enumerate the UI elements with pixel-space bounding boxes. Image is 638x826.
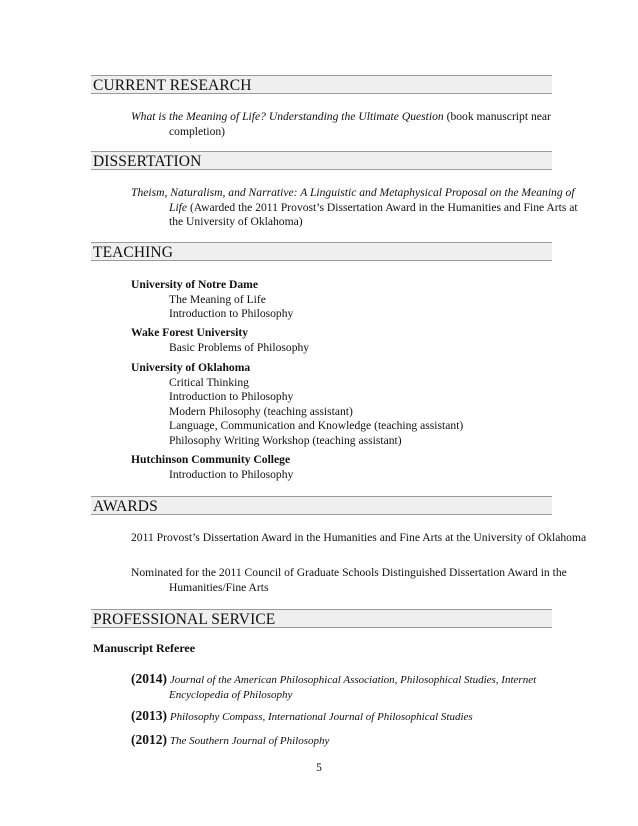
teaching-institution: [131, 361, 551, 449]
course-item: Introduction to Philosophy: [169, 307, 294, 321]
current-research-title: What is the Meaning of Life? Understanding the Ultimate Question: [131, 110, 444, 123]
referee-entry: [131, 733, 589, 749]
referee-entry: [131, 709, 589, 725]
dissertation-note: (Awarded the 2011 Provost’s Dissertation Award in the Humanities and Fine Arts at the University of Oklahoma): [169, 200, 578, 229]
award-item: 2011 Provost’s Dissertation Award in the Humanities and Fine Arts at the University of Oklahoma: [131, 531, 587, 544]
section-heading-current-research: CURRENT RESEARCH: [91, 75, 552, 94]
current-research-entry: [131, 110, 589, 139]
referee-year: (2013): [131, 708, 167, 723]
referee-journals: Journal of the American Philosophical Association, Philosophical Studies, Internet Encyclopedia of Philosophy: [169, 674, 537, 701]
institution-name: Hutchinson Community College: [131, 453, 291, 466]
referee-year: (2012): [131, 732, 167, 747]
referee-journals: The Southern Journal of Philosophy: [169, 735, 330, 747]
course-item: Introduction to Philosophy: [169, 467, 294, 481]
dissertation-title: Theism, Naturalism, and Narrative: A Linguistic and Metaphysical Proposal on the Meaning of Life: [131, 186, 575, 214]
course-item: Basic Problems of Philosophy: [169, 340, 310, 354]
page-number: 5: [316, 762, 322, 774]
teaching-institution: [131, 453, 551, 482]
teaching-institution: [131, 326, 551, 355]
course-item: Introduction to Philosophy: [169, 390, 294, 404]
referee-entry: [131, 672, 589, 702]
current-research-note: (book manuscript near completion): [169, 110, 551, 138]
dissertation-entry: [131, 186, 589, 230]
award-item: Nominated for the 2011 Council of Graduate Schools Distinguished Dissertation Award in the Humanities/Fine Arts: [131, 566, 567, 594]
course-item: The Meaning of Life: [169, 292, 266, 306]
section-heading-awards: AWARDS: [91, 496, 552, 515]
course-item: Critical Thinking: [169, 375, 249, 389]
section-heading-professional-service: PROFESSIONAL SERVICE: [91, 609, 552, 628]
section-heading-dissertation: DISSERTATION: [91, 151, 552, 170]
institution-name: Wake Forest University: [131, 326, 248, 339]
manuscript-referee-heading: Manuscript Referee: [93, 641, 196, 655]
institution-name: University of Notre Dame: [131, 278, 258, 291]
course-item: Philosophy Writing Workshop (teaching assistant): [169, 433, 402, 447]
course-item: Language, Communication and Knowledge (teaching assistant): [169, 419, 464, 433]
referee-journals: Philosophy Compass, International Journal of Philosophical Studies: [169, 711, 473, 723]
teaching-institution: [131, 278, 551, 322]
referee-year: (2014): [131, 671, 167, 686]
course-item: Modern Philosophy (teaching assistant): [169, 404, 353, 418]
section-heading-teaching: TEACHING: [91, 242, 552, 261]
institution-name: University of Oklahoma: [131, 361, 251, 374]
